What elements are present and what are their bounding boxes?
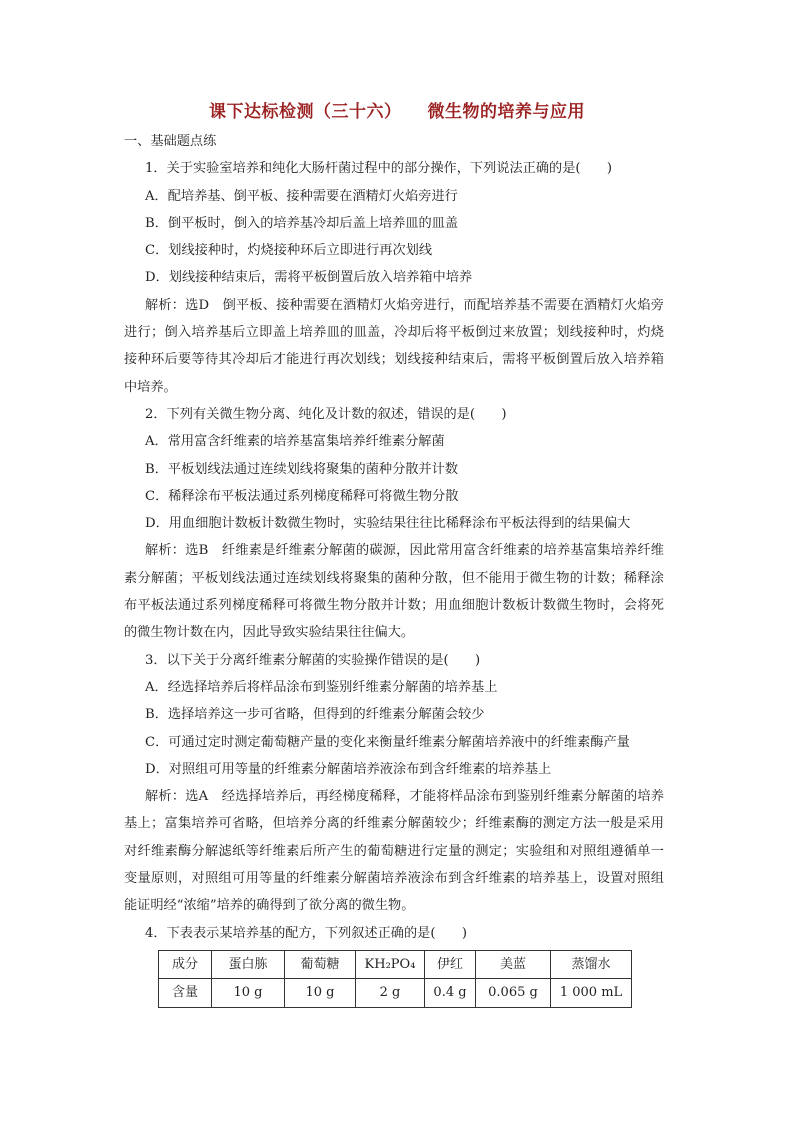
table-cell: 10 g [212,979,285,1007]
table-row [159,979,632,1007]
question-2-option-a: A．常用富含纤维素的培养基富集培养纤维素分解菌 [145,434,445,450]
question-3-option-d: D．对照组可用等量的纤维素分解菌培养液涂布到含纤维素的培养基上 [145,761,552,777]
table-header-cell: 美蓝 [476,950,551,978]
table-cell: 0.4 g [425,979,476,1007]
question-3-explanation: 解析：选A 经选择培养后，再经梯度稀释，才能将样品涂布到鉴别纤维素分解菌的培养基上；富集培养可省略，但培养分离的纤维素分解菌较少；纤维素酶的测定方法一般是采用对纤维素酶分解滤纸等纤维素后所产生的葡萄糖进行定量的测定；实验组和对照组遵循单一变量原则，对照组可用等量的纤维素分解菌培养液涂布到含纤维素的培养基上，设置对照组能证明经“浓缩”培养的确得到了欲分离的微生物。 [124,789,664,914]
table-cell: 10 g [285,979,356,1007]
table-header-cell: 蛋白胨 [212,950,285,978]
table-header-cell: 葡萄糖 [285,950,356,978]
question-3-option-c: C．可通过定时测定葡萄糖产量的变化来衡量纤维素分解菌培养液中的纤维素酶产量 [145,734,630,750]
table-cell: 含量 [159,979,212,1007]
question-2-option-b: B．平板划线法通过连续划线将聚集的菌种分散并计数 [145,461,459,477]
medium-recipe-table [158,950,632,1008]
question-1-explanation: 解析：选D 倒平板、接种需要在酒精灯火焰旁进行，而配培养基不需要在酒精灯火焰旁进行；倒入培养基后立即盖上培养皿的皿盖，冷却后将平板倒过来放置；划线接种时，灼烧接种环后要等待其冷却后才能进行再次划线；划线接种结束后，需将平板倒置后放入培养箱中培养。 [124,297,664,395]
question-2-explanation: 解析：选B 纤维素是纤维素分解菌的碳源，因此常用富含纤维素的培养基富集培养纤维素分解菌；平板划线法通过连续划线将聚集的菌种分散，但不能用于微生物的计数；稀释涂布平板法通过系列梯度稀释可将微生物分散并计数；用血细胞计数板计数微生物时，会将死的微生物计数在内，因此导致实验结果往往偏大。 [124,543,664,641]
document-body [124,128,664,1008]
question-3-option-b: B．选择培养这一步可省略，但得到的纤维素分解菌会较少 [145,707,485,723]
question-3-stem: 3．以下关于分离纤维素分解菌的实验操作错误的是( ) [145,652,481,668]
question-2-stem: 2．下列有关微生物分离、纯化及计数的叙述，错误的是( ) [145,406,507,422]
table-cell: 0.065 g [476,979,551,1007]
page-title [0,97,794,122]
table-header-cell: 成分 [159,950,212,978]
question-1-option-b: B．倒平板时，倒入的培养基冷却后盖上培养皿的皿盖 [145,215,459,231]
question-1-stem: 1．关于实验室培养和纯化大肠杆菌过程中的部分操作，下列说法正确的是( ) [145,161,613,177]
question-1-option-a: A．配培养基、倒平板、接种需要在酒精灯火焰旁进行 [145,188,458,204]
section-heading: 一、基础题点练 [124,134,217,149]
question-1-option-c: C．划线接种时，灼烧接种环后立即进行再次划线 [145,243,433,259]
question-2-option-c: C．稀释涂布平板法通过系列梯度稀释可将微生物分散 [145,488,459,504]
question-3-option-a: A．经选择培养后将样品涂布到鉴别纤维素分解菌的培养基上 [145,679,498,695]
question-2-option-d: D．用血细胞计数板计数微生物时，实验结果往往比稀释涂布平板法得到的结果偏大 [145,516,631,532]
table-cell: 1 000 mL [551,979,632,1007]
question-4-stem: 4．下表表示某培养基的配方，下列叙述正确的是( ) [145,925,467,941]
table-header-cell: KH₂PO₄ [356,950,425,978]
table-header-cell: 伊红 [425,950,476,978]
table-header-row [159,950,632,978]
question-1-option-d: D．划线接种结束后，需将平板倒置后放入培养箱中培养 [145,270,473,286]
title-main: 课下达标检测（三十六） [209,102,402,122]
table-cell: 2 g [356,979,425,1007]
title-sub: 微生物的培养与应用 [427,102,585,122]
table-header-cell: 蒸馏水 [551,950,632,978]
